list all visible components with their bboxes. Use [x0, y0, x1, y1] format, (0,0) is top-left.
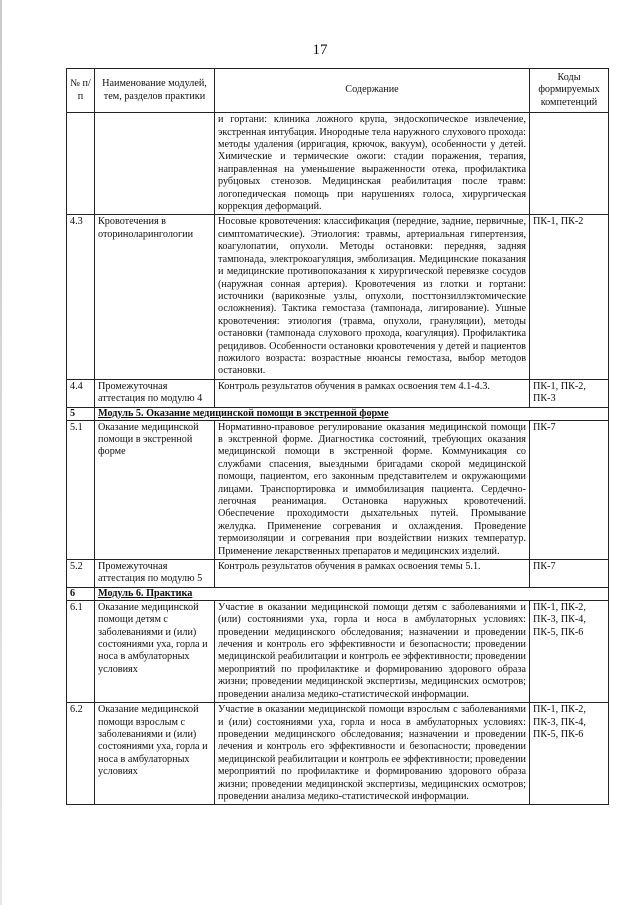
header-codes: Коды формируемых компетенций	[530, 69, 609, 113]
cell-num: 4.4	[67, 379, 95, 407]
cell-codes: ПК-1, ПК-2, ПК-3, ПК-4, ПК-5, ПК-6	[530, 703, 609, 805]
cell-codes: ПК-1, ПК-2, ПК-3, ПК-4, ПК-5, ПК-6	[530, 600, 609, 702]
header-name: Наименование модулей, тем, разделов практики	[95, 69, 215, 113]
module-row-6	[67, 587, 609, 600]
cell-name: Оказание медицинской помощи взрослым с заболеваниями и (или) состояниями уха, горла и носа в амбулаторных условиях	[95, 703, 215, 805]
table-row-6-2	[67, 703, 609, 805]
cell-content: Участие в оказании медицинской помощи взрослым с заболеваниями и (или) состояниями уха, горла и носа в амбулаторных условиях: проведении медицинского обследования; назначении и проведении лечения и контроль его эффективности и безопасности; проведении медицинской реабилитации и контроль ее эффективности; проведении мероприятий по профилактике и формированию здорового образа жизни; проведении медицинской экспертизы, медицинских осмотров; проведении анализа медико-статистической информации.	[215, 703, 530, 805]
module-num: 6	[67, 587, 95, 600]
module-title: Модуль 5. Оказание медицинской помощи в экстренной форме	[95, 407, 609, 420]
cell-name: Промежуточная аттестация по модулю 5	[95, 560, 215, 588]
cell-codes	[530, 113, 609, 215]
cell-codes: ПК-7	[530, 420, 609, 559]
page-number: 17	[312, 42, 328, 58]
header-num: № п/п	[67, 69, 95, 113]
table-row-4-3	[67, 215, 609, 379]
header-content: Содержание	[215, 69, 530, 113]
cell-codes: ПК-1, ПК-2, ПК-3	[530, 379, 609, 407]
cell-content: Носовые кровотечения: классификация (передние, задние, первичные, симптоматические). Этиология: травмы, артериальная гипертензия, коагулопатии, опухоли. Методы остановки: передняя, задняя тампонада, электрокоагуляция, эмболизация. Медицинские показания и медицинские противопоказания к хирургической перевязке сосудов (наружная сонная артерия). Кровотечения из глотки и гортани: источники (варикозные узлы, опухоли, посттонзиллэктомические осложнения). Тактика гемостаза (тампонада, лигирование). Ушные кровотечения: этиология (травма, опухоли, грануляции), методы остановки (тампонада слухового прохода, коагуляция). Профилактика рецидивов. Особенности остановки кровотечения у детей и пациентов пожилого возраста: возрастные нюансы гемостаза, выбор методов остановки.	[215, 215, 530, 379]
table-row-4-4	[67, 379, 609, 407]
cell-name: Оказание медицинской помощи детям с заболеваниями и (или) состояниями уха, горла и носа в амбулаторных условиях	[95, 600, 215, 702]
cell-content: и гортани: клиника ложного крупа, эндоскопическое извлечение, экстренная интубация. Инородные тела наружного слухового прохода: методы удаления (ирригация, крючок, вакуум), особенности у детей. Химические и термические ожоги: стадии поражения, терапия, направленная на уменьшение выраженности отека, профилактика рубцовых стенозов. Медицинская реабилитация после травм: логопедическая помощь при нарушениях голоса, хирургическая коррекция деформаций.	[215, 113, 530, 215]
scan-edge	[0, 0, 2, 905]
table-row-5-1	[67, 420, 609, 559]
module-title: Модуль 6. Практика	[95, 587, 609, 600]
module-row-5	[67, 407, 609, 420]
module-num: 5	[67, 407, 95, 420]
cell-content: Контроль результатов обучения в рамках освоения тем 4.1-4.3.	[215, 379, 530, 407]
cell-num	[67, 113, 95, 215]
cell-name: Промежуточная аттестация по модулю 4	[95, 379, 215, 407]
cell-num: 5.1	[67, 420, 95, 559]
cell-content: Участие в оказании медицинской помощи детям с заболеваниями и (или) состояниями уха, горла и носа в амбулаторных условиях: проведении медицинского обследования; назначении и проведении лечения и контроль его эффективности и безопасности; проведении медицинской реабилитации и контроль ее эффективности; проведении мероприятий по профилактике и формированию здорового образа жизни; проведении медицинской экспертизы, медицинских осмотров; проведении анализа медико-статистической информации.	[215, 600, 530, 702]
table-row-5-2	[67, 560, 609, 588]
table-row-6-1	[67, 600, 609, 702]
cell-name: Оказание медицинской помощи в экстренной форме	[95, 420, 215, 559]
cell-name	[95, 113, 215, 215]
table-header-row	[67, 69, 609, 113]
cell-num: 4.3	[67, 215, 95, 379]
table-row-continuation	[67, 113, 609, 215]
cell-num: 6.2	[67, 703, 95, 805]
cell-content: Контроль результатов обучения в рамках освоения темы 5.1.	[215, 560, 530, 588]
cell-num: 5.2	[67, 560, 95, 588]
curriculum-table	[66, 68, 609, 805]
cell-codes: ПК-7	[530, 560, 609, 588]
cell-codes: ПК-1, ПК-2	[530, 215, 609, 379]
cell-content: Нормативно-правовое регулирование оказания медицинской помощи в экстренной форме. Диагностика состояний, требующих оказания медицинской помощи в экстренной форме. Коммуникация со службами спасения, выездными бригадами скорой медицинской помощи, пациентом, его законным представителем и окружающими лицами. Транспортировка и иммобилизация пациента. Сердечно-легочная реанимация. Остановка наружных кровотечений. Обеспечение проходимости дыхательных путей. Промывание желудка. Применение согревания и охлаждения. Проведение термоизоляции и согревания при воздействии низких температур. Применение лекарственных препаратов и медицинских изделий.	[215, 420, 530, 559]
cell-num: 6.1	[67, 600, 95, 702]
cell-name: Кровотечения в оториноларингологии	[95, 215, 215, 379]
